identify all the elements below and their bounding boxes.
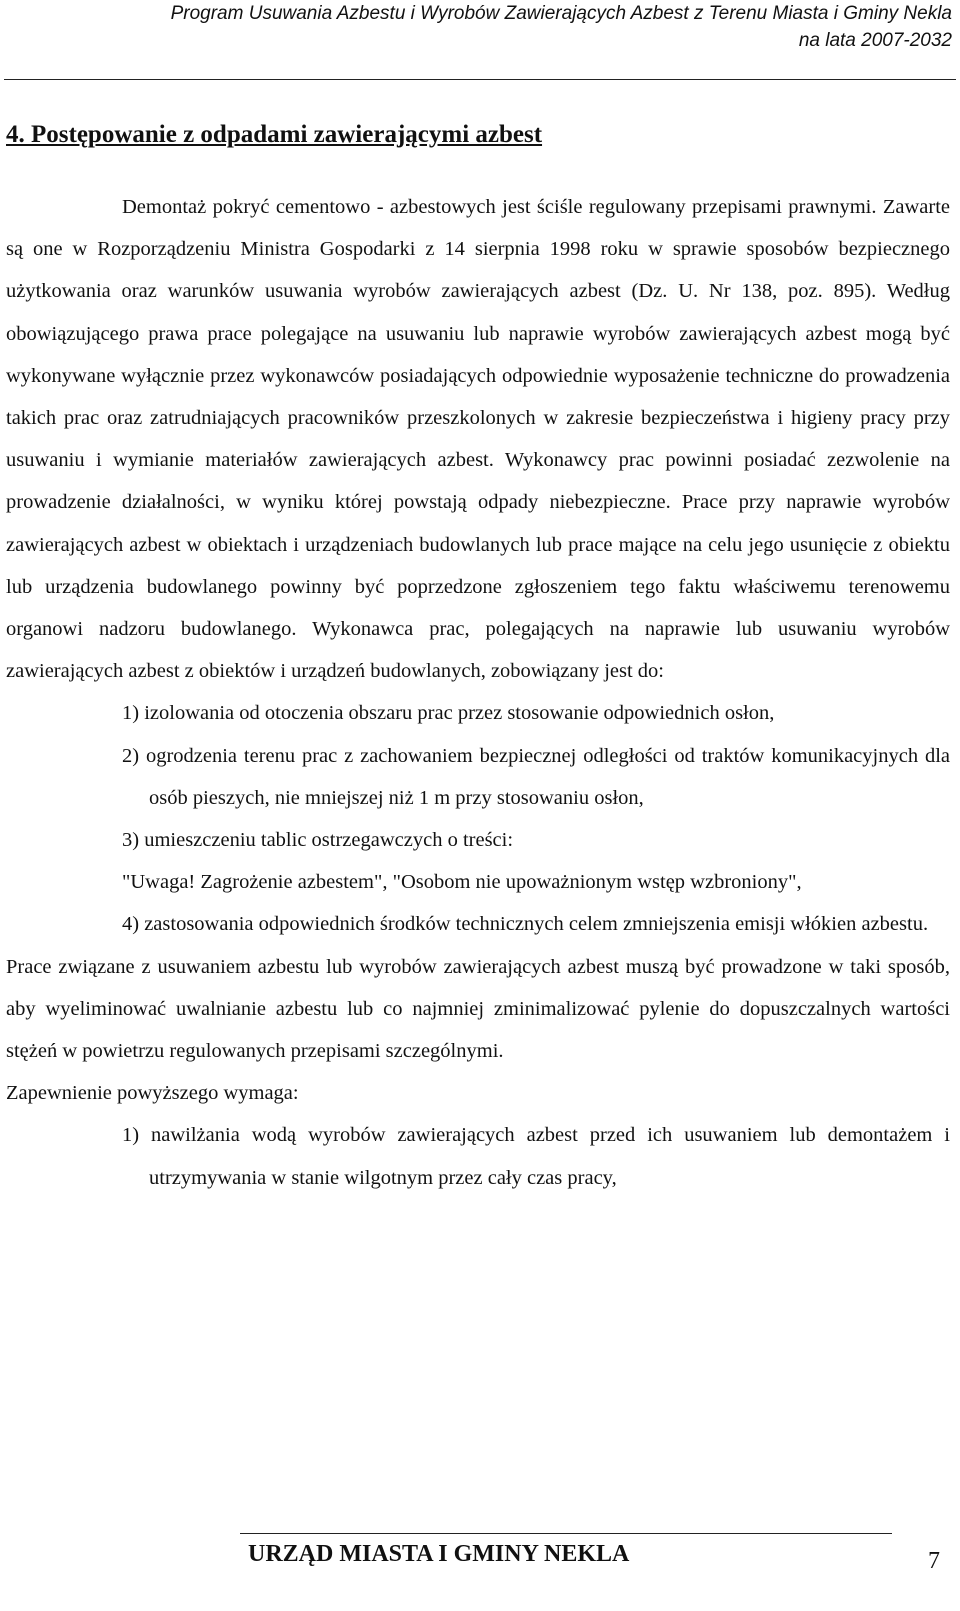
section-heading: 4. Postępowanie z odpadami zawierającymi azbest: [6, 121, 543, 148]
header-line-1: Program Usuwania Azbestu i Wyrobów Zawierających Azbest z Terenu Miasta i Gminy Nekla: [170, 3, 952, 24]
list-item: 1) izolowania od otoczenia obszaru prac przez stosowanie odpowiednich osłon,: [122, 702, 775, 725]
header-line-2: na lata 2007-2032: [798, 30, 952, 51]
document-body: [6, 186, 950, 1199]
footer-office-name: URZĄD MIASTA I GMINY NEKLA: [248, 1541, 630, 1567]
paragraph-work-requirements: Prace związane z usuwaniem azbestu lub wyrobów zawierających azbest muszą być prowadzone w taki sposób, aby wyeliminować uwalnianie azbestu lub co najmniej zminimalizować pylenie do dopuszczalnych wartości stężeń w powietrzu regulowanych przepisami szczególnymi.: [6, 955, 950, 1063]
list-item: 3) umieszczeniu tablic ostrzegawczych o treści:: [122, 829, 514, 852]
footer-divider: [240, 1533, 892, 1534]
page-number: 7: [928, 1548, 940, 1574]
running-header: [171, 0, 952, 54]
list-item: 2) ogrodzenia terenu prac z zachowaniem bezpiecznej odległości od traktów komunikacyjnych dla osób pieszych, nie mniejszej niż 1 m przy stosowaniu osłon,: [122, 744, 950, 809]
list-item: 4) zastosowania odpowiednich środków technicznych celem zmniejszenia emisji włókien azbestu.: [122, 913, 929, 936]
paragraph-requirements-intro: Zapewnienie powyższego wymaga:: [6, 1082, 299, 1105]
header-divider: [4, 79, 956, 80]
list-item: 1) nawilżania wodą wyrobów zawierających azbest przed ich usuwaniem lub demontażem i utrzymywania w stanie wilgotnym przez cały czas pracy,: [122, 1124, 950, 1189]
warning-sign-text: "Uwaga! Zagrożenie azbestem", "Osobom nie upoważnionym wstęp wzbroniony",: [122, 871, 802, 894]
paragraph-demolition-regulations: Demontaż pokryć cementowo - azbestowych jest ściśle regulowany przepisami prawnymi. Zawarte są one w Rozporządzeniu Ministra Gospodarki z 14 sierpnia 1998 roku w sprawie sposobów bezpiecznego użytkowania oraz warunków usuwania wyrobów zawierających azbest (Dz. U. Nr 138, poz. 895). Według obowiązującego prawa prace polegające na usuwaniu lub naprawie wyrobów zawierających azbest mogą być wykonywane wyłącznie przez wykonawców posiadających odpowiednie wyposażenie techniczne do prowadzenia takich prac oraz zatrudniających pracowników przeszkolonych w zakresie bezpieczeństwa i higieny pracy przy usuwaniu i wymianie materiałów zawierających azbest. Wykonawcy prac powinni posiadać zezwolenie na prowadzenie działalności, w wyniku której powstają odpady niebezpieczne. Prace przy naprawie wyrobów zawierających azbest w obiektach i urządzeniach budowlanych lub prace mające na celu jego usunięcie z obiektu lub urządzenia budowlanego powinny być poprzedzone zgłoszeniem tego faktu właściwemu terenowemu organowi nadzoru budowlanego. Wykonawca prac, polegających na naprawie lub usuwaniu wyrobów zawierających azbest z obiektów i urządzeń budowlanych, zobowiązany jest do:: [6, 196, 950, 683]
